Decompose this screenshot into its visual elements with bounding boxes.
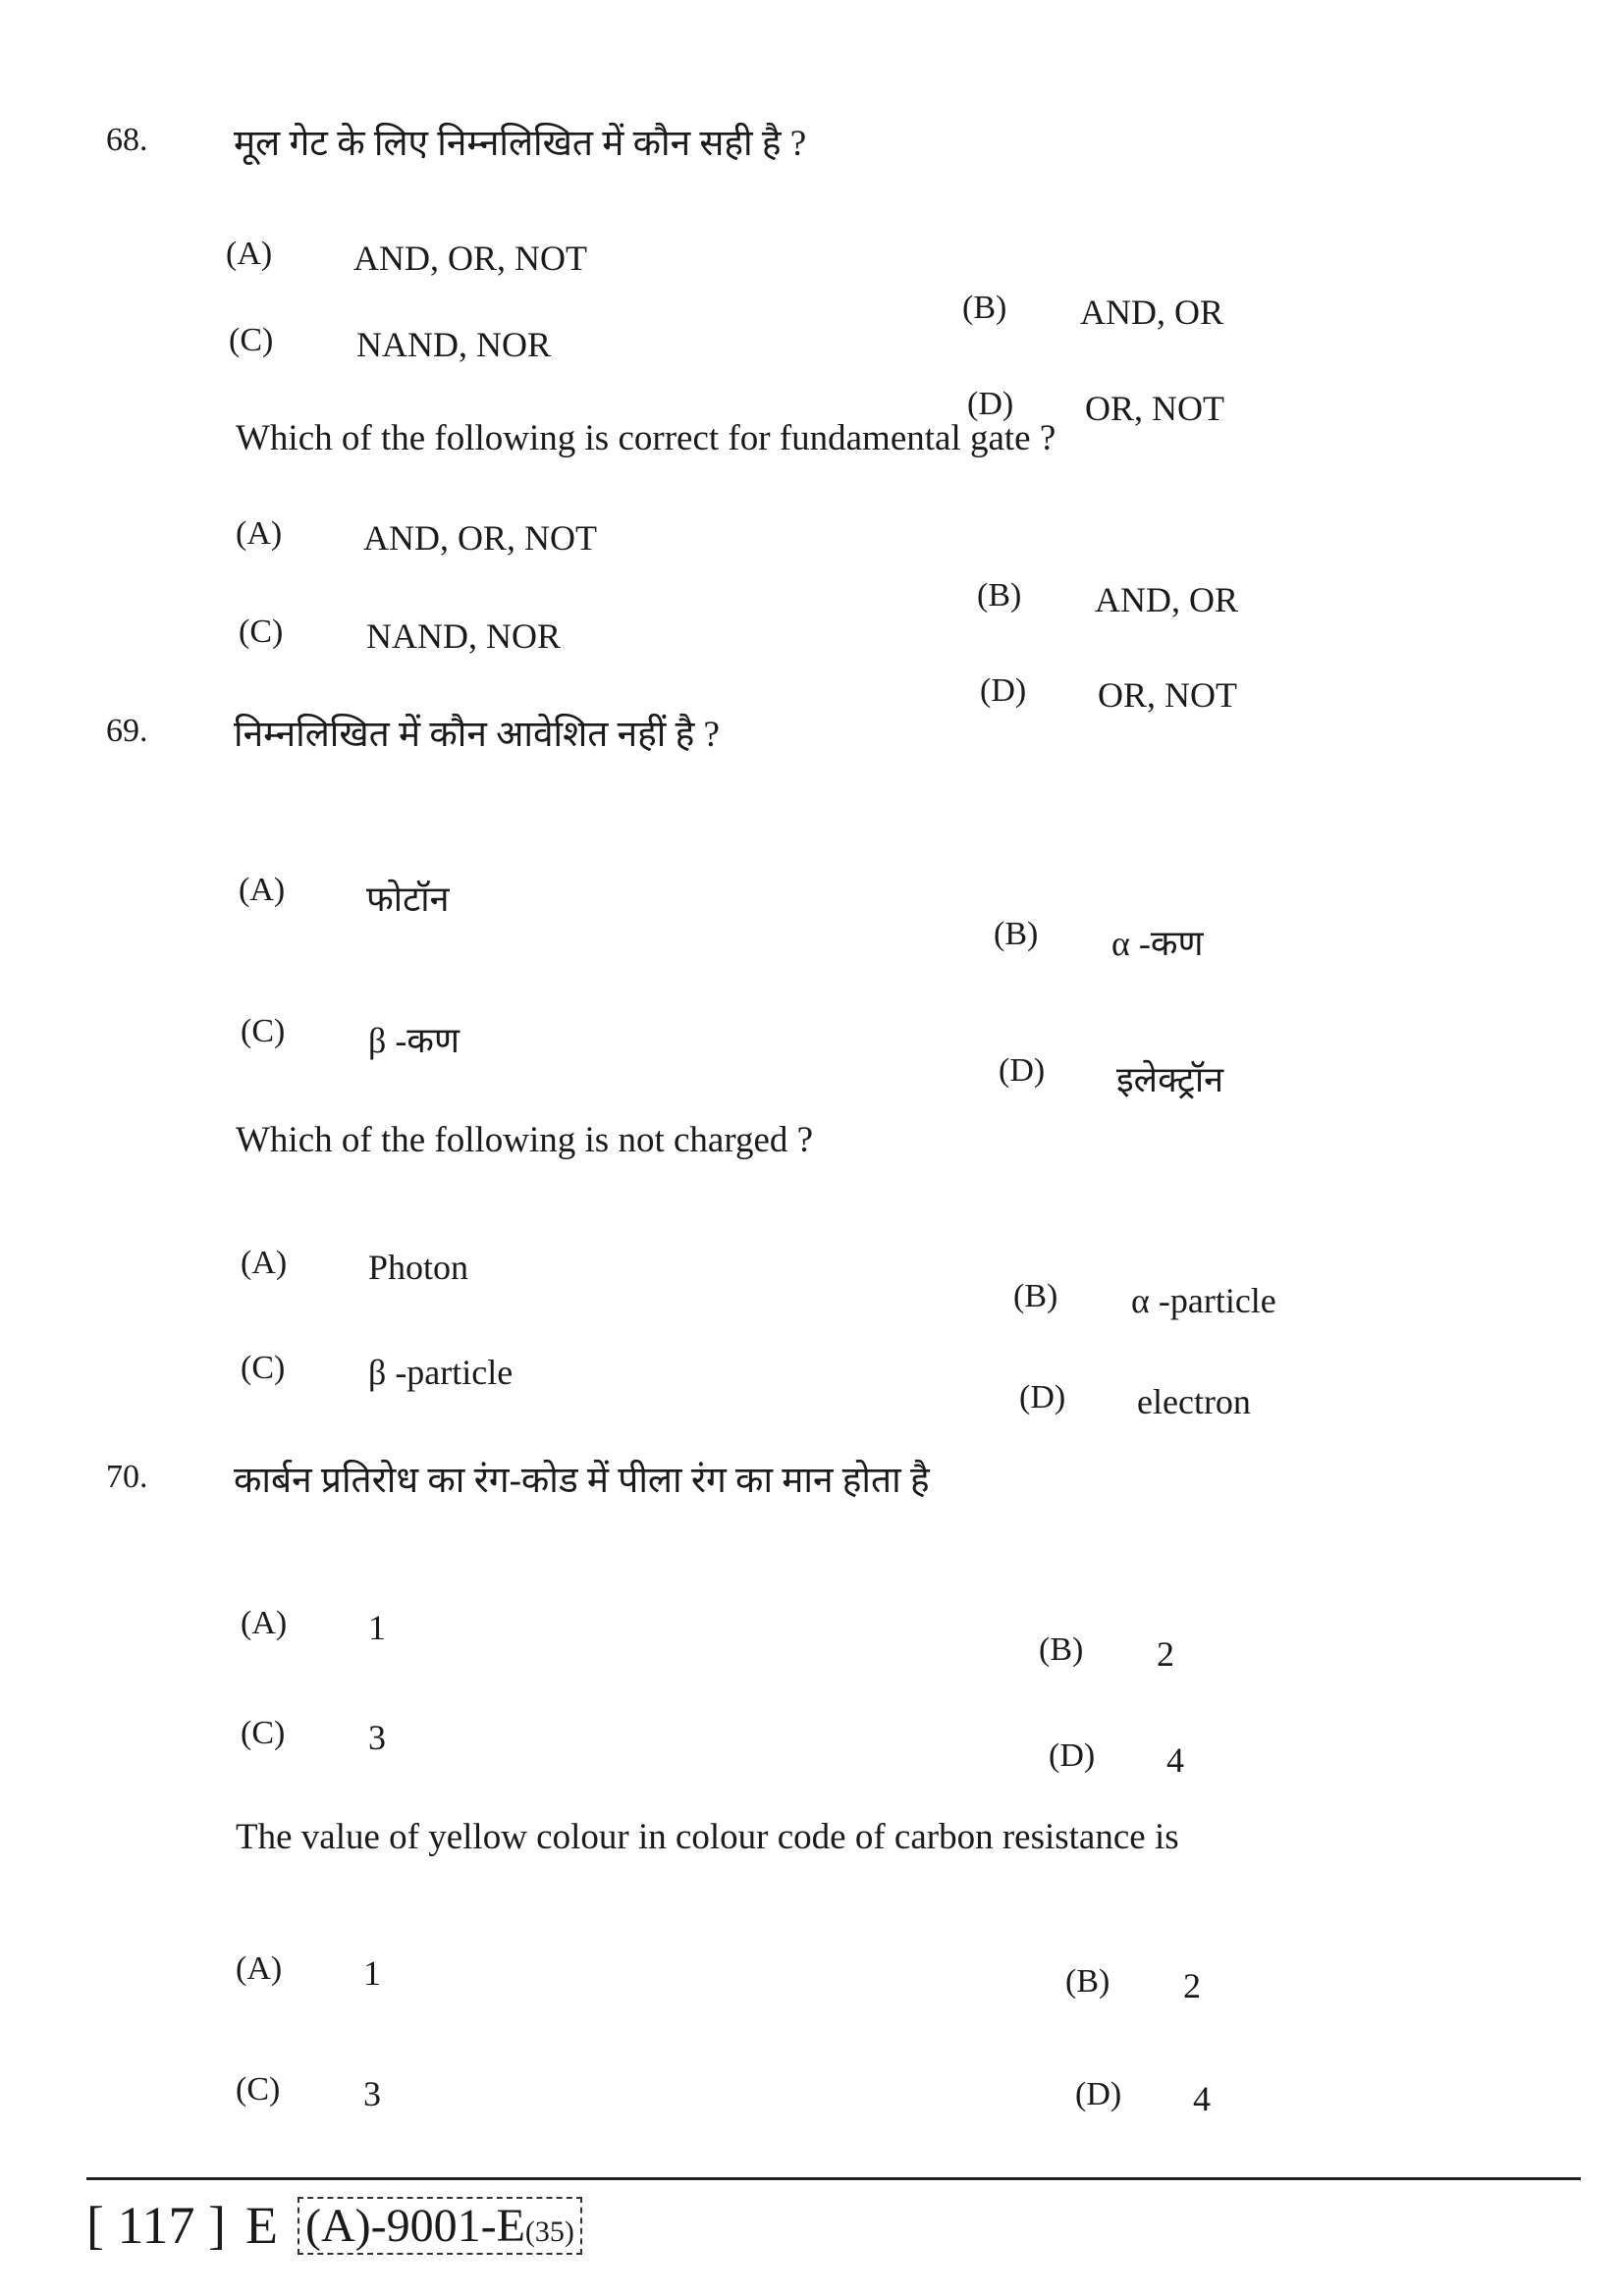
option-text-hindi: α -कण: [1111, 924, 1204, 963]
option-text-english: NAND, NOR: [366, 616, 561, 656]
option-label: (D): [980, 672, 1027, 709]
option-label: (B): [994, 916, 1039, 952]
option-label: (C): [241, 1013, 286, 1049]
option-label: (A): [226, 236, 273, 272]
question-text-hindi: कार्बन प्रतिरोध का रंग-कोड में पीला रंग का मान होता है: [234, 1461, 930, 1501]
option-text-english: α -particle: [1131, 1281, 1276, 1320]
option-text-english: 2: [1183, 1966, 1201, 2005]
option-label: (A): [236, 515, 283, 552]
option-label: (B): [977, 577, 1022, 614]
option-text-english: Photon: [368, 1248, 469, 1287]
option-text-hindi: 3: [368, 1718, 386, 1757]
option-text-hindi: OR, NOT: [1085, 389, 1224, 428]
paper-code-suffix: (35): [524, 2215, 574, 2248]
option-text-hindi: β -कण: [368, 1021, 460, 1060]
option-text-hindi: 1: [368, 1608, 386, 1647]
option-label: (C): [239, 614, 284, 650]
option-text-hindi: AND, OR, NOT: [353, 239, 587, 278]
option-text-english: OR, NOT: [1098, 675, 1237, 715]
option-label: (B): [962, 290, 1007, 326]
option-label: (C): [229, 322, 274, 358]
option-label: (D): [999, 1052, 1046, 1089]
question-number: 69.: [106, 713, 148, 749]
option-label: (A): [236, 1950, 283, 1987]
paper-code-text: (A)-9001-E: [304, 2199, 525, 2252]
option-label: (C): [236, 2071, 281, 2108]
option-text-hindi: इलेक्ट्रॉन: [1116, 1060, 1224, 1099]
footer-rule: [86, 2177, 1581, 2180]
option-label: (B): [1065, 1963, 1110, 2000]
question-number: 70.: [106, 1459, 148, 1495]
option-text-english: 4: [1193, 2079, 1211, 2118]
option-text-hindi: 4: [1166, 1740, 1184, 1780]
set-letter: E: [244, 2196, 278, 2255]
question-text-hindi: निम्नलिखित में कौन आवेशित नहीं है ?: [234, 715, 720, 755]
question-text-english: Which of the following is correct for fundamental gate ?: [236, 418, 1056, 458]
option-text-english: 3: [363, 2074, 381, 2113]
option-label: (A): [241, 1245, 288, 1281]
option-label: (D): [967, 386, 1014, 422]
page-number: [ 117 ]: [86, 2196, 226, 2255]
option-label: (B): [1039, 1631, 1084, 1668]
question-number: 68.: [106, 122, 148, 158]
option-text-hindi: AND, OR: [1080, 293, 1224, 332]
question-text-english: Which of the following is not charged ?: [236, 1120, 814, 1160]
footer: [86, 2195, 582, 2256]
option-text-english: AND, OR: [1095, 580, 1239, 619]
option-text-hindi: फोटॉन: [366, 880, 450, 919]
option-text-english: 1: [363, 1953, 381, 1993]
paper-code: [298, 2197, 582, 2255]
option-label: (C): [241, 1350, 286, 1386]
question-text-hindi: मूल गेट के लिए निम्नलिखित में कौन सही है ?: [234, 124, 807, 164]
option-label: (A): [239, 872, 286, 908]
question-text-english: The value of yellow colour in colour code of carbon resistance is: [236, 1817, 1179, 1857]
option-text-hindi: 2: [1157, 1634, 1174, 1674]
option-label: (A): [241, 1605, 288, 1641]
option-text-english: AND, OR, NOT: [363, 518, 597, 558]
option-label: (C): [241, 1715, 286, 1751]
option-label: (D): [1049, 1737, 1096, 1774]
option-text-english: electron: [1137, 1382, 1251, 1421]
option-text-hindi: NAND, NOR: [356, 325, 551, 364]
option-label: (D): [1075, 2076, 1122, 2112]
option-label: (B): [1013, 1278, 1058, 1314]
option-label: (D): [1019, 1379, 1066, 1415]
option-text-english: β -particle: [368, 1353, 514, 1392]
